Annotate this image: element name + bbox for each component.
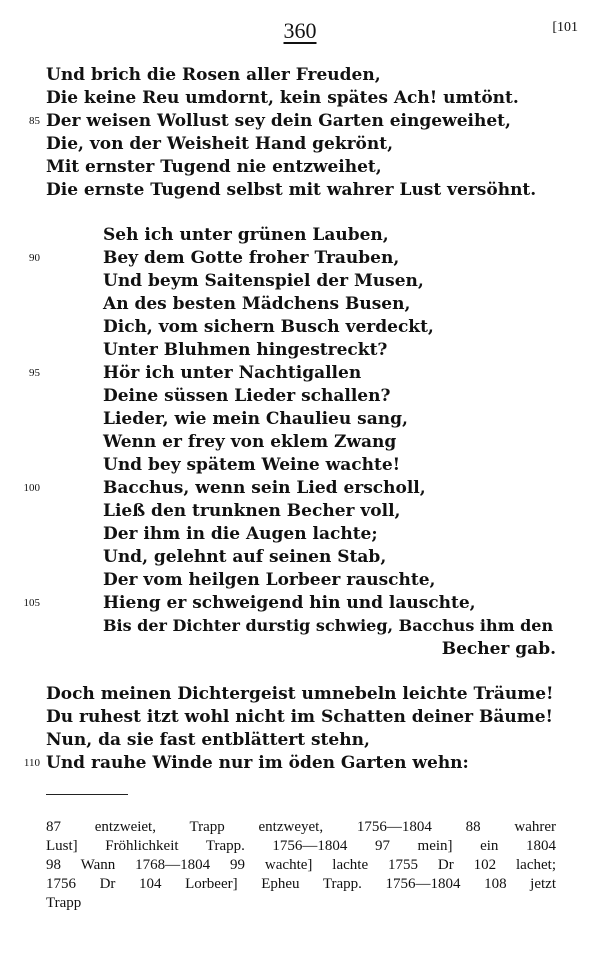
footnotes <box>46 818 556 913</box>
line-number: 105 <box>23 597 40 609</box>
verse-line: Die, von der Weisheit Hand gekrönt, <box>46 134 394 154</box>
verse-line: Und rauhe Winde nur im öden Garten wehn: <box>46 753 469 773</box>
footnote-line: Trapp <box>46 895 82 911</box>
verse-line: Bis der Dichter durstig schwieg, Bacchus ihm den <box>103 616 554 635</box>
original-page-marker: [101 <box>552 20 578 35</box>
footnote-line: 98 Wann 1768—1804 99 wachte] lachte 1755 Dr 102 lachet; <box>46 857 556 873</box>
verse-line: Deine süssen Lieder schallen? <box>103 386 391 406</box>
verse-line: Ließ den trunknen Becher voll, <box>103 501 401 521</box>
verse-line: Seh ich unter grünen Lauben, <box>103 225 389 245</box>
verse-line-continuation: Becher gab. <box>441 639 556 659</box>
verse-line: Die ernste Tugend selbst mit wahrer Lust versöhnt. <box>46 180 537 200</box>
verse-line: Der vom heilgen Lorbeer rauschte, <box>103 570 436 590</box>
verse-line: Und bey spätem Weine wachte! <box>103 455 401 475</box>
verse-line: Hieng er schweigend hin und lauschte, <box>103 593 476 613</box>
verse-line: Die keine Reu umdornt, kein spätes Ach! umtönt. <box>46 88 519 108</box>
verse-line: Du ruhest itzt wohl nicht im Schatten deiner Bäume! <box>46 707 553 727</box>
verse-line: Mit ernster Tugend nie entzweihet, <box>46 157 382 177</box>
verse-line: Lieder, wie mein Chaulieu sang, <box>103 409 408 429</box>
verse-line: Dich, vom sichern Busch verdeckt, <box>103 317 434 337</box>
verse-line: Bacchus, wenn sein Lied erscholl, <box>103 478 426 498</box>
line-number: 110 <box>23 757 40 769</box>
footnote-line: 87 entzweiet, Trapp entzweyet, 1756—1804 88 wahrer <box>46 819 556 835</box>
line-number: 95 <box>29 367 40 379</box>
verse-line: An des besten Mädchens Busen, <box>103 294 411 314</box>
verse-line: Und, gelehnt auf seinen Stab, <box>103 547 387 567</box>
line-number: 90 <box>29 252 40 264</box>
verse-line: Und brich die Rosen aller Freuden, <box>46 65 381 85</box>
verse-line: Wenn er frey von eklem Zwang <box>103 432 397 452</box>
verse-line: Nun, da sie fast entblättert stehn, <box>46 730 370 750</box>
verse-line: Doch meinen Dichtergeist umnebeln leichte Träume! <box>46 684 554 704</box>
footnote-line: 1756 Dr 104 Lorbeer] Epheu Trapp. 1756—1804 108 jetzt <box>46 876 556 892</box>
verse-line: Der ihm in die Augen lachte; <box>103 524 378 544</box>
verse-line: Unter Bluhmen hingestreckt? <box>103 340 388 360</box>
verse-line: Hör ich unter Nachtigallen <box>103 363 362 383</box>
verse-line: Der weisen Wollust sey dein Garten eingeweihet, <box>46 111 511 131</box>
line-number: 85 <box>29 115 40 127</box>
line-number: 100 <box>23 482 40 494</box>
footnote-rule <box>46 794 128 795</box>
verse-line: Bey dem Gotte froher Trauben, <box>103 248 400 268</box>
footnote-line: Lust] Fröhlichkeit Trapp. 1756—1804 97 mein] ein 1804 <box>46 838 556 854</box>
verse-line: Und beym Saitenspiel der Musen, <box>103 271 424 291</box>
page-number: 360 <box>283 18 317 43</box>
